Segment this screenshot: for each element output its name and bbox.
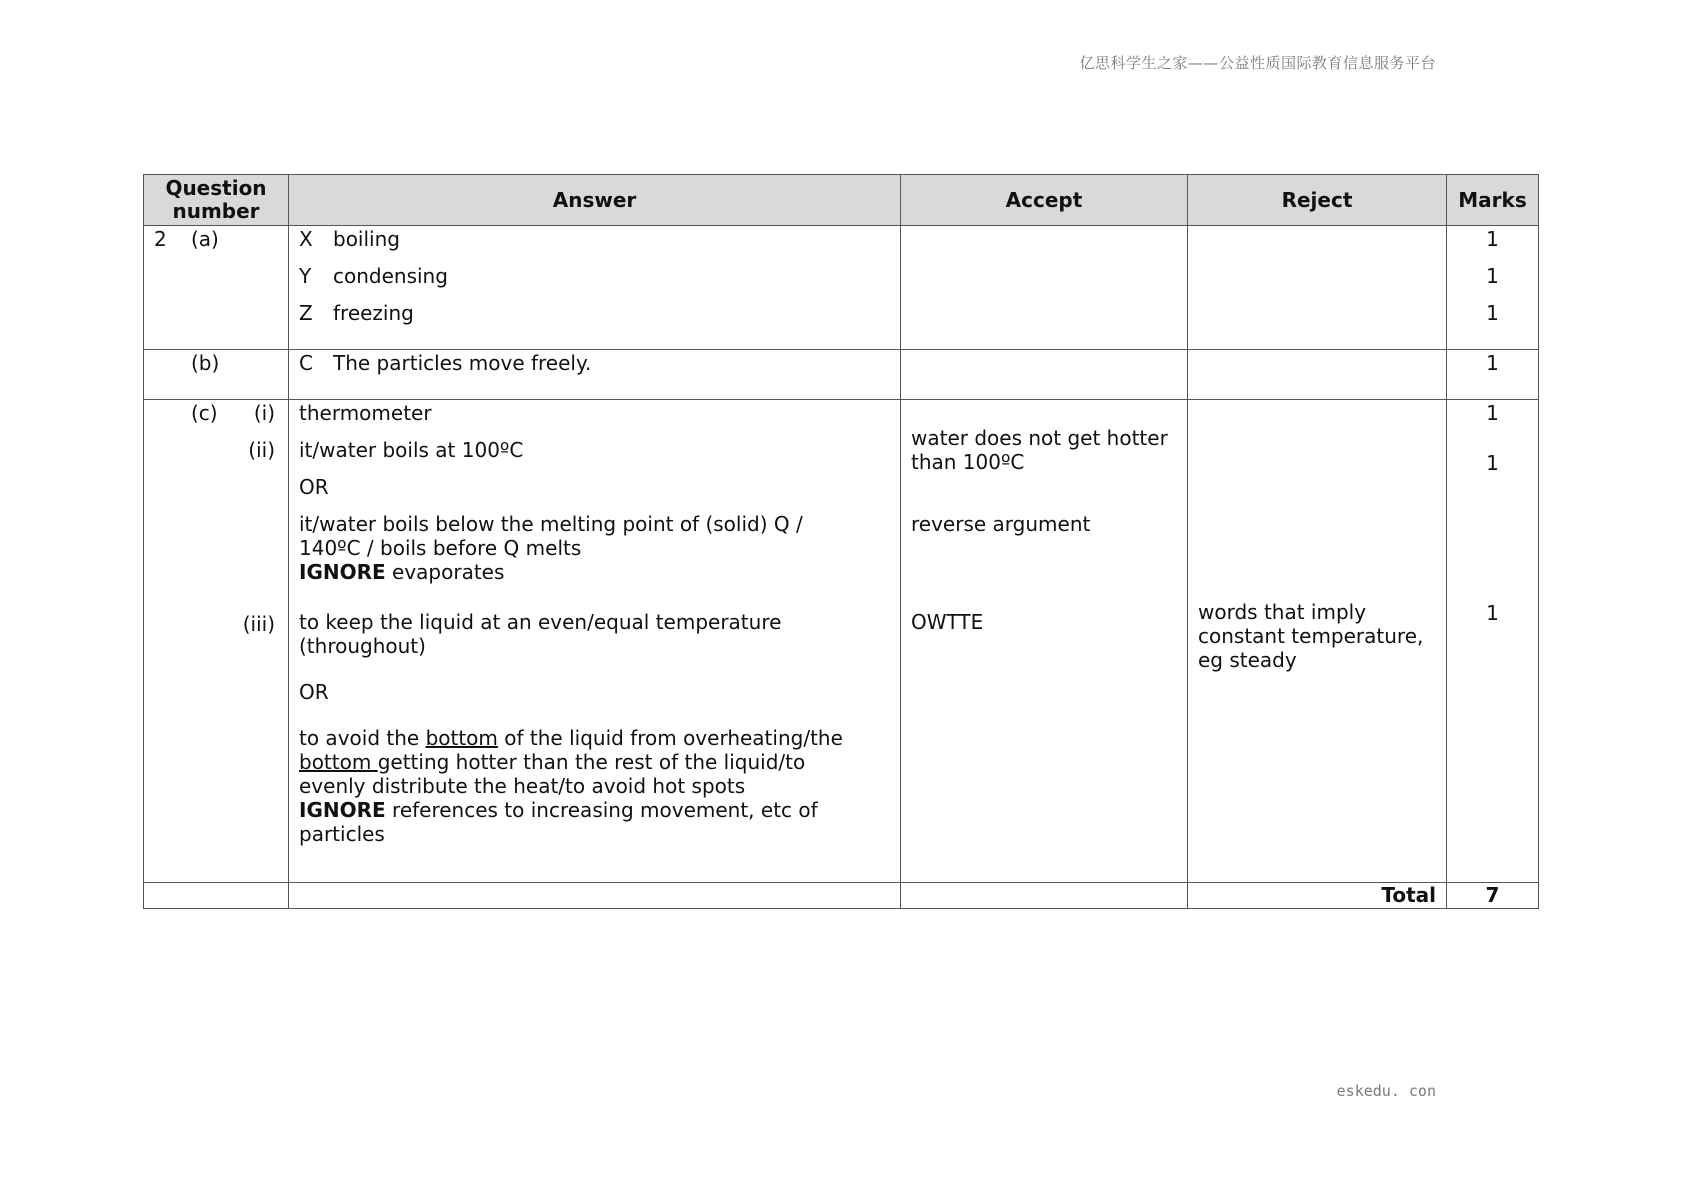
question-subpart-ii: (ii)	[248, 438, 275, 462]
mark-scheme-table	[143, 174, 1539, 909]
header-reject: Reject	[1188, 175, 1447, 226]
reject-2b	[1188, 350, 1447, 400]
answer-ignore	[299, 560, 890, 584]
reject-2c	[1188, 400, 1447, 883]
answer-2b	[289, 350, 901, 400]
total-empty-cell	[289, 883, 901, 909]
reject-line: words that imply	[1198, 600, 1367, 624]
question-part: (a)	[191, 227, 219, 251]
accept-line: water does not get hotter	[911, 426, 1168, 450]
question-subpart-i: (i)	[253, 401, 275, 425]
answer-line: it/water boils below the melting point of (solid) Q /	[299, 512, 803, 536]
answer-line: it/water boils at 100ºC	[299, 438, 524, 462]
answer-line	[299, 264, 890, 288]
mark-value: 1	[1486, 451, 1499, 475]
table-row-2c	[144, 400, 1539, 883]
answer-line	[299, 750, 890, 774]
answer-text: of the liquid from overheating/the	[497, 726, 843, 750]
ignore-text: evaporates	[385, 560, 505, 584]
total-value: 7	[1447, 883, 1539, 909]
answer-line	[299, 227, 890, 251]
question-part: (c)	[191, 401, 218, 425]
answer-text: freezing	[333, 301, 414, 325]
question-subpart-iii: (iii)	[242, 612, 275, 636]
answer-2a	[289, 226, 901, 350]
answer-ignore	[299, 798, 890, 822]
answer-text: boiling	[333, 227, 400, 251]
table-row-2b	[144, 350, 1539, 400]
answer-line: (throughout)	[299, 634, 426, 658]
header-site-title: 亿思科学生之家——公益性质国际教育信息服务平台	[1079, 54, 1436, 72]
reject-2a	[1188, 226, 1447, 350]
accept-line: than 100ºC	[911, 450, 1025, 474]
marks-2b	[1447, 350, 1539, 400]
question-part: (b)	[191, 351, 220, 375]
header-accept: Accept	[901, 175, 1188, 226]
question-number-2a	[144, 226, 289, 350]
answer-letter: X	[299, 227, 313, 251]
mark-value: 1	[1486, 301, 1499, 325]
table-header-row	[144, 175, 1539, 226]
accept-2b	[901, 350, 1188, 400]
question-number-2b	[144, 350, 289, 400]
answer-line: 140ºC / boils before Q melts	[299, 536, 582, 560]
header-marks: Marks	[1447, 175, 1539, 226]
answer-text: getting hotter than the rest of the liquid/to	[377, 750, 806, 774]
answer-or: OR	[299, 680, 329, 704]
ignore-keyword: IGNORE	[299, 798, 386, 822]
reject-line: eg steady	[1198, 648, 1297, 672]
marks-2c	[1447, 400, 1539, 883]
accept-2a	[901, 226, 1188, 350]
mark-value: 1	[1486, 264, 1499, 288]
answer-line: to keep the liquid at an even/equal temperature	[299, 610, 782, 634]
answer-text: to avoid the	[299, 726, 426, 750]
answer-line: evenly distribute the heat/to avoid hot spots	[299, 774, 746, 798]
header-answer: Answer	[289, 175, 901, 226]
accept-line: reverse argument	[911, 512, 1091, 536]
answer-or: OR	[299, 475, 329, 499]
accept-2c	[901, 400, 1188, 883]
footer-site-url: eskedu. con	[1336, 1082, 1436, 1100]
total-empty-cell	[144, 883, 289, 909]
answer-text: condensing	[333, 264, 448, 288]
answer-line: particles	[299, 822, 385, 846]
table-row-total	[144, 883, 1539, 909]
accept-line: OWTTE	[911, 610, 984, 634]
question-number-2c	[144, 400, 289, 883]
mark-value: 1	[1486, 401, 1499, 425]
total-empty-cell	[901, 883, 1188, 909]
answer-line: thermometer	[299, 401, 432, 425]
answer-2c	[289, 400, 901, 883]
header-question-number: Question number	[144, 175, 289, 226]
answer-text: The particles move freely.	[333, 351, 592, 375]
answer-underlined: bottom	[425, 726, 498, 750]
ignore-text: references to increasing movement, etc of	[385, 798, 818, 822]
answer-letter: Z	[299, 301, 313, 325]
total-label: Total	[1188, 883, 1447, 909]
mark-value: 1	[1486, 601, 1499, 625]
answer-line	[299, 726, 890, 750]
table-row-2a	[144, 226, 1539, 350]
mark-value: 1	[1486, 227, 1499, 251]
marks-2a	[1447, 226, 1539, 350]
answer-underlined: bottom	[299, 750, 378, 774]
reject-line: constant temperature,	[1198, 624, 1424, 648]
answer-letter: Y	[299, 264, 312, 288]
question-number: 2	[154, 227, 167, 251]
ignore-keyword: IGNORE	[299, 560, 386, 584]
answer-letter: C	[299, 351, 313, 375]
answer-line	[299, 301, 890, 325]
mark-value: 1	[1486, 351, 1499, 375]
answer-line	[299, 351, 890, 375]
